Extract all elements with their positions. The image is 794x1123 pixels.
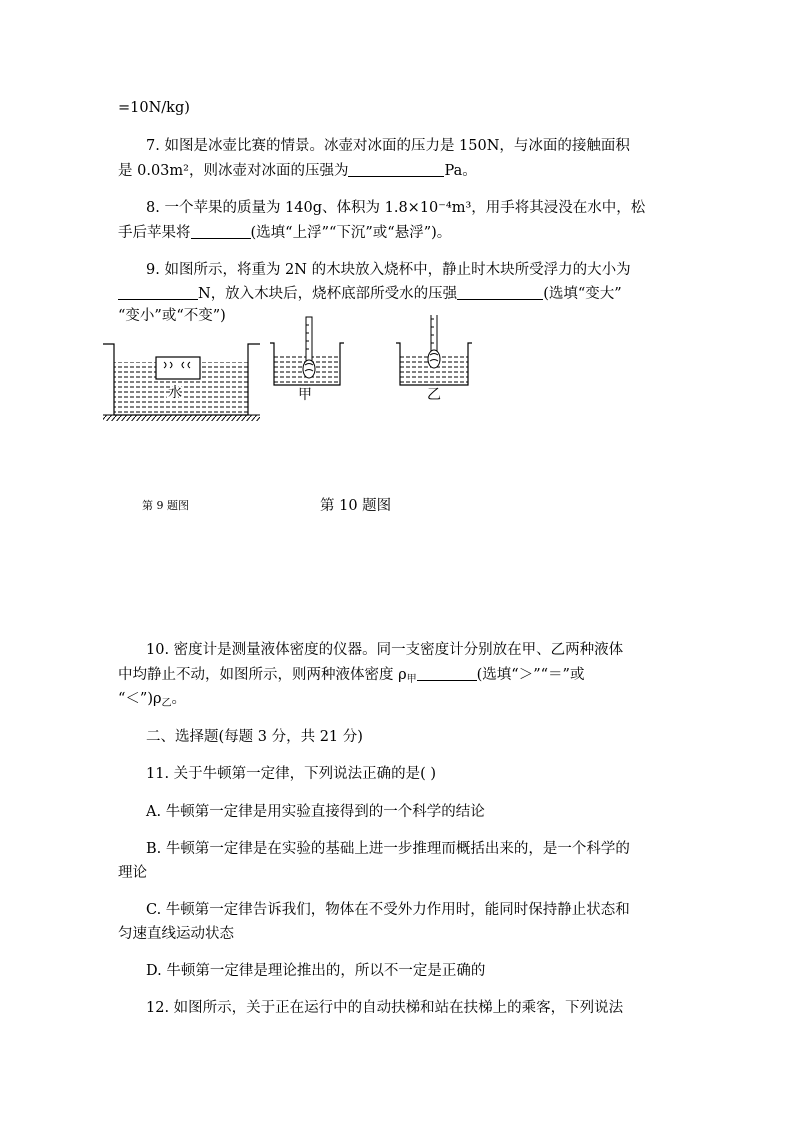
q11-option-b: B. 牛顿第一定律是在实验的基础上进一步推理而概括出来的，是一个科学的 — [146, 841, 630, 857]
q10-line3: “$<”)\rho_乙$。 — [118, 691, 187, 709]
q11-stem: 11. 关于牛顿第一定律，下列说法正确的是( ) — [146, 766, 437, 782]
answer-blank[interactable] — [191, 224, 251, 239]
section-heading: 二、选择题(每题 3 分，共 21 分) — [146, 729, 363, 745]
q11-option-c: C. 牛顿第一定律告诉我们，物体在不受外力作用时，能同时保持静止状态和 — [146, 902, 630, 918]
yi-label: 乙 — [427, 387, 441, 403]
q11-option-c-cont: 匀速直线运动状态 — [118, 926, 234, 942]
caption-q10: 第 10 题图 — [320, 498, 392, 514]
q9-line2: N，放入木块后，烧杯底部所受水的压强 (选填“变大” — [118, 285, 622, 303]
q11-option-a: A. 牛顿第一定律是用实验直接得到的一个科学的结论 — [146, 804, 485, 820]
q7-line1: 7. 如图是冰壶比赛的情景。冰壶对冰面的压力是 150N，与冰面的接触面积 — [146, 138, 630, 154]
q8-line2: 手后苹果将 (选填“上浮”“下沉”或“悬浮”)。 — [118, 225, 452, 241]
figure-9-10 — [100, 315, 480, 430]
beaker-yi — [396, 315, 472, 385]
answer-blank[interactable] — [457, 285, 543, 300]
q6-tail: =10N/kg) — [118, 100, 190, 116]
q10-line1: 10. 密度计是测量液体密度的仪器。同一支密度计分别放在甲、乙两种液体 — [146, 642, 624, 658]
q12-stem: 12. 如图所示，关于正在运行中的自动扶梯和站在扶梯上的乘客，下列说法 — [146, 1000, 624, 1016]
q9-line1: 9. 如图所示，将重为 2N 的木块放入烧杯中，静止时木块所受浮力的大小为 — [146, 262, 631, 278]
wood-block — [156, 357, 200, 379]
q11-option-d: D. 牛顿第一定律是理论推出的，所以不一定是正确的 — [146, 963, 486, 979]
water-tank — [103, 344, 260, 421]
q11-option-b-cont: 理论 — [118, 865, 147, 881]
beaker-jia — [270, 317, 344, 385]
q10-line2: 中均静止不动，如图所示，则两种液体密度 $\rho_甲$ (选填“＞”“＝”或 — [118, 667, 585, 685]
answer-blank[interactable] — [417, 666, 477, 681]
q7-line2: 是 0.03m²，则冰壶对冰面的压强为 Pa。 — [118, 163, 477, 179]
jia-label: 甲 — [298, 387, 312, 403]
answer-blank[interactable] — [348, 162, 444, 177]
caption-q9: 第 9 题图 — [142, 499, 189, 512]
answer-blank[interactable] — [118, 285, 198, 300]
q9-line3: “变小”或“不变”) — [118, 308, 226, 324]
q8-line1: 8. 一个苹果的质量为 140g、体积为 1.8×10⁻⁴m³，用手将其浸没在水中，松 — [146, 200, 646, 216]
water-label: 水 — [168, 385, 182, 401]
